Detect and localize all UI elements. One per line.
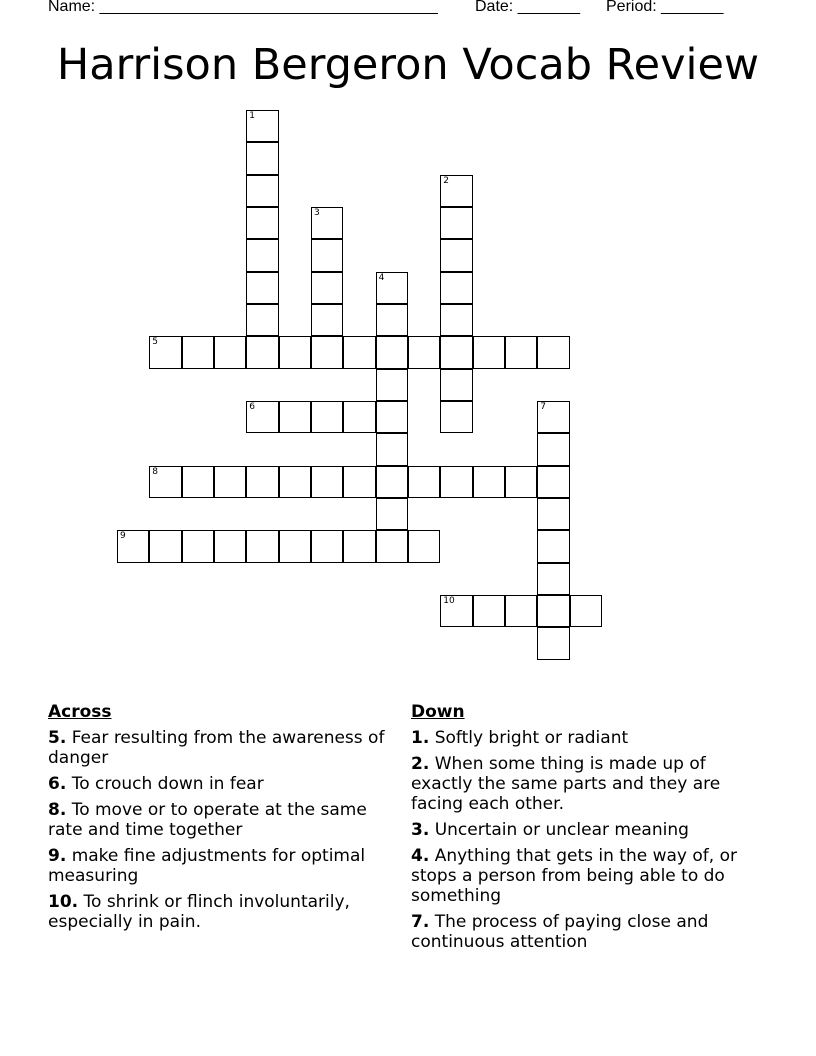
clue-text: Softly bright or radiant	[429, 728, 629, 748]
grid-cell[interactable]	[505, 466, 537, 498]
clue-across-5	[48, 728, 388, 768]
grid-cell[interactable]	[537, 498, 569, 530]
grid-cell[interactable]	[537, 401, 569, 433]
clue-text: To move or to operate at the same rate and time together	[48, 800, 367, 840]
grid-cell[interactable]	[473, 466, 505, 498]
clue-number-label: 6	[249, 402, 256, 412]
grid-cell[interactable]	[376, 336, 408, 368]
across-heading: Across	[48, 702, 112, 722]
clue-text: make fine adjustments for optimal measuring	[48, 846, 366, 886]
grid-cell[interactable]	[408, 530, 440, 562]
clue-number-label: 8	[152, 466, 159, 477]
clue-down-1	[411, 728, 761, 748]
clue-down-2	[411, 754, 761, 814]
grid-cell[interactable]	[214, 466, 246, 498]
clue-text: Fear resulting from the awareness of danger	[48, 728, 385, 768]
down-heading: Down	[411, 702, 465, 722]
grid-cell[interactable]	[279, 401, 311, 433]
name-field[interactable]: Name: ______________________________________	[48, 0, 438, 15]
grid-cell[interactable]	[182, 336, 214, 368]
grid-cell[interactable]	[246, 336, 278, 368]
grid-cell[interactable]	[537, 336, 569, 368]
grid-cell[interactable]	[537, 627, 569, 659]
grid-cell[interactable]	[149, 530, 181, 562]
clue-number-label: 10	[443, 596, 455, 606]
grid-cell[interactable]	[311, 207, 343, 239]
clue-text: To crouch down in fear	[66, 774, 264, 794]
grid-cell[interactable]	[440, 466, 472, 498]
clue-number-label: 4	[378, 272, 385, 283]
grid-cell[interactable]	[311, 304, 343, 336]
grid-cell[interactable]	[440, 401, 472, 433]
clue-number: 4.	[411, 846, 430, 866]
clue-number-label: 5	[152, 337, 159, 348]
grid-cell[interactable]	[440, 336, 472, 368]
clue-number: 6.	[48, 774, 67, 794]
grid-cell[interactable]	[537, 530, 569, 562]
grid-cell[interactable]	[279, 466, 311, 498]
grid-cell[interactable]	[537, 595, 569, 627]
clue-number: 7.	[411, 912, 430, 932]
grid-cell[interactable]	[311, 336, 343, 368]
clue-number: 8.	[48, 800, 67, 820]
grid-cell[interactable]	[537, 433, 569, 465]
grid-cell[interactable]	[440, 369, 472, 401]
clue-number: 10.	[48, 892, 79, 912]
grid-cell[interactable]	[376, 433, 408, 465]
grid-cell[interactable]	[246, 530, 278, 562]
grid-cell[interactable]	[440, 272, 472, 304]
grid-cell[interactable]	[311, 401, 343, 433]
clue-across-10	[48, 892, 388, 932]
grid-cell[interactable]	[343, 401, 375, 433]
grid-cell[interactable]	[505, 336, 537, 368]
grid-cell[interactable]	[246, 466, 278, 498]
grid-cell[interactable]	[376, 369, 408, 401]
clue-number-label: 3	[314, 208, 320, 218]
grid-cell[interactable]	[440, 304, 472, 336]
grid-cell[interactable]	[311, 530, 343, 562]
clue-text: When some thing is made up of exactly the same parts and they are facing each other.	[411, 754, 721, 814]
grid-cell[interactable]	[246, 207, 278, 239]
grid-cell[interactable]	[343, 336, 375, 368]
grid-cell[interactable]	[473, 595, 505, 627]
clue-text: Uncertain or unclear meaning	[429, 820, 689, 840]
grid-cell[interactable]	[343, 466, 375, 498]
grid-cell[interactable]	[408, 336, 440, 368]
grid-cell[interactable]	[149, 336, 181, 368]
clue-across-8	[48, 800, 388, 840]
grid-cell[interactable]	[311, 239, 343, 271]
clue-number: 1.	[411, 728, 430, 748]
grid-cell[interactable]	[473, 336, 505, 368]
grid-cell[interactable]	[182, 530, 214, 562]
grid-cell[interactable]	[440, 239, 472, 271]
clue-across-6	[48, 774, 388, 794]
clue-text: The process of paying close and continuous attention	[411, 912, 709, 952]
grid-cell[interactable]	[246, 142, 278, 174]
grid-cell[interactable]	[246, 304, 278, 336]
clue-number-label: 9	[120, 531, 126, 542]
grid-cell[interactable]	[376, 530, 408, 562]
grid-cell[interactable]	[214, 336, 246, 368]
date-field[interactable]: Date: _______	[475, 0, 580, 15]
grid-cell[interactable]	[311, 272, 343, 304]
grid-cell[interactable]	[246, 175, 278, 207]
clue-number: 5.	[48, 728, 67, 748]
clue-down-7	[411, 912, 761, 952]
grid-cell[interactable]	[440, 595, 472, 627]
clue-number: 9.	[48, 846, 67, 866]
clue-down-3	[411, 820, 761, 840]
grid-cell[interactable]	[311, 466, 343, 498]
clue-number: 2.	[411, 754, 430, 774]
grid-cell[interactable]	[149, 466, 181, 498]
clue-number-label: 7	[540, 402, 547, 412]
period-field[interactable]: Period: _______	[606, 0, 724, 15]
grid-cell[interactable]	[376, 498, 408, 530]
grid-cell[interactable]	[279, 530, 311, 562]
grid-cell[interactable]	[343, 530, 375, 562]
clue-number-label: 2	[443, 175, 450, 186]
grid-cell[interactable]	[246, 272, 278, 304]
across-clues	[48, 702, 388, 938]
grid-cell[interactable]	[182, 466, 214, 498]
grid-cell[interactable]	[246, 401, 278, 433]
grid-cell[interactable]	[505, 595, 537, 627]
grid-cell[interactable]	[408, 466, 440, 498]
clue-number: 3.	[411, 820, 430, 840]
grid-cell[interactable]	[246, 110, 278, 142]
grid-cell[interactable]	[537, 563, 569, 595]
grid-cell[interactable]	[279, 336, 311, 368]
clue-text: To shrink or flinch involuntarily, especially in pain.	[48, 892, 350, 932]
grid-cell[interactable]	[376, 304, 408, 336]
grid-cell[interactable]	[440, 175, 472, 207]
grid-cell[interactable]	[376, 466, 408, 498]
clue-number-label: 1	[249, 111, 256, 121]
grid-cell[interactable]	[376, 401, 408, 433]
grid-cell[interactable]	[570, 595, 602, 627]
grid-cell[interactable]	[117, 530, 149, 562]
grid-cell[interactable]	[537, 466, 569, 498]
grid-cell[interactable]	[440, 207, 472, 239]
grid-cell[interactable]	[376, 272, 408, 304]
page-title: Harrison Bergeron Vocab Review	[56, 40, 760, 90]
clue-down-4	[411, 846, 761, 906]
grid-cell[interactable]	[214, 530, 246, 562]
clue-text: Anything that gets in the way of, or stops a person from being able to do something	[411, 846, 737, 906]
grid-cell[interactable]	[246, 239, 278, 271]
clue-across-9	[48, 846, 388, 886]
down-clues	[411, 702, 761, 958]
